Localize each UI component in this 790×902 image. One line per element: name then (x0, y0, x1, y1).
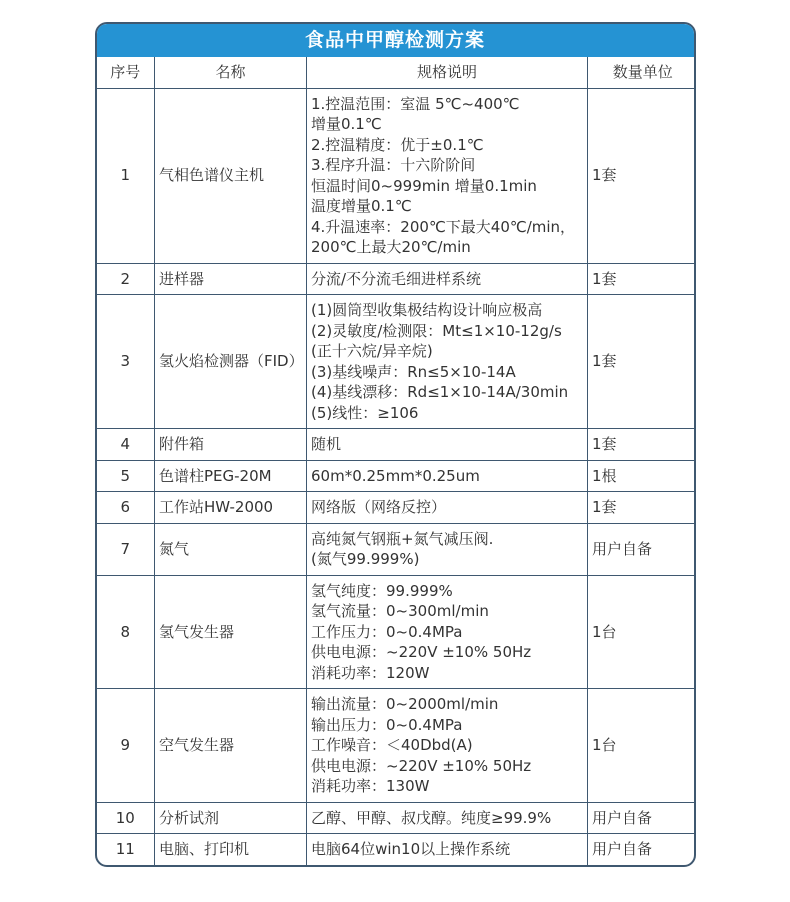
quantity-cell: 1套 (588, 263, 696, 295)
spec-line: 增量0.1℃ (311, 115, 382, 133)
quantity-cell: 1套 (588, 492, 696, 524)
item-name-cell: 空气发生器 (155, 689, 307, 803)
row-number-cell: 3 (97, 295, 155, 429)
spec-cell (307, 263, 588, 295)
quantity-cell: 1套 (588, 88, 696, 263)
item-name-cell: 气相色谱仪主机 (155, 88, 307, 263)
spec-cell (307, 834, 588, 865)
row-number-cell: 6 (97, 492, 155, 524)
spec-line: 消耗功率：120W (311, 663, 430, 682)
quantity-cell: 1套 (588, 295, 696, 429)
row-number-cell: 1 (97, 88, 155, 263)
spec-cell (307, 523, 588, 575)
row-number-cell: 4 (97, 429, 155, 461)
document-title: 食品中甲醇检测方案 (304, 29, 485, 51)
spec-line: 恒温时间0~999min 增量0.1min (311, 176, 537, 195)
spec-line: (3)基线噪声：Rn≤5×10-14A (311, 362, 516, 381)
spec-line: 供电电源：~220V ±10% 50Hz (311, 756, 532, 775)
column-header-spec: 规格说明 (307, 57, 588, 88)
item-name-cell: 色谱柱PEG-20M (155, 460, 307, 492)
spec-cell (307, 575, 588, 689)
header-row (97, 57, 696, 88)
column-header-qty: 数量单位 (588, 57, 696, 88)
column-header-name: 名称 (155, 57, 307, 88)
table-row (97, 834, 696, 865)
spec-line: 3.程序升温：十六阶阶间 (311, 156, 476, 174)
spec-cell (307, 429, 588, 461)
quantity-cell: 用户自备 (588, 834, 696, 865)
item-name-cell: 氢火焰检测器（FID） (155, 295, 307, 429)
item-name-cell: 氢气发生器 (155, 575, 307, 689)
row-number-cell: 9 (97, 689, 155, 803)
spec-line: 200℃上最大20℃/min (311, 238, 471, 256)
row-number-cell: 11 (97, 834, 155, 865)
item-name-cell: 工作站HW-2000 (155, 492, 307, 524)
item-name-cell: 氮气 (155, 523, 307, 575)
table-row (97, 429, 696, 461)
table-row (97, 88, 696, 263)
quantity-cell: 1台 (588, 689, 696, 803)
spec-cell (307, 689, 588, 803)
spec-cell (307, 492, 588, 524)
row-number-cell: 2 (97, 263, 155, 295)
spec-line: 4.升温速率：200℃下最大40℃/min， (311, 217, 576, 236)
spec-line: 输出压力：0~0.4MPa (311, 715, 463, 734)
spec-line: 60m*0.25mm*0.25um (311, 466, 480, 485)
table-row (97, 263, 696, 295)
spec-cell (307, 295, 588, 429)
table-row (97, 460, 696, 492)
spec-line: (2)灵敏度/检测限：Mt≤1×10-12g/s (311, 321, 562, 340)
item-name-cell: 电脑、打印机 (155, 834, 307, 865)
spec-line: 氢气纯度：99.999% (311, 581, 453, 600)
spec-line: 随机 (311, 435, 342, 453)
spec-cell (307, 802, 588, 834)
document-title-bar (97, 24, 694, 57)
item-name-cell: 进样器 (155, 263, 307, 295)
spec-line: 温度增量0.1℃ (311, 197, 412, 215)
spec-line: 消耗功率：130W (311, 777, 430, 795)
spec-line: 氢气流量：0~300ml/min (311, 602, 489, 620)
spec-line: 电脑64位win10以上操作系统 (311, 840, 511, 858)
spec-line: 供电电源：~220V ±10% 50Hz (311, 643, 532, 661)
quantity-cell: 用户自备 (588, 802, 696, 834)
spec-line: (正十六烷/异辛烷) (311, 342, 433, 360)
quantity-cell: 用户自备 (588, 523, 696, 575)
spec-line: 2.控温精度：优于±0.1℃ (311, 135, 484, 154)
spec-line: 1.控温范围：室温 5℃~400℃ (311, 94, 520, 113)
table-row (97, 689, 696, 803)
item-name-cell: 附件箱 (155, 429, 307, 461)
spec-line: 工作噪音：＜40Dbd(A) (311, 736, 473, 754)
spec-cell (307, 460, 588, 492)
row-number-cell: 10 (97, 802, 155, 834)
spec-line: 乙醇、甲醇、叔戊醇。纯度≥99.9% (311, 808, 552, 827)
table-row (97, 492, 696, 524)
quantity-cell: 1台 (588, 575, 696, 689)
spec-line: 工作压力：0~0.4MPa (311, 622, 463, 641)
item-name-cell: 分析试剂 (155, 802, 307, 834)
table-row (97, 802, 696, 834)
spec-line: 网络版（网络反控） (311, 498, 447, 516)
table-row (97, 575, 696, 689)
spec-line: (1)圆筒型收集极结构设计响应极高 (311, 301, 543, 319)
spec-cell (307, 88, 588, 263)
row-number-cell: 7 (97, 523, 155, 575)
spec-document (95, 22, 696, 867)
table-row (97, 295, 696, 429)
spec-line: (4)基线漂移：Rd≤1×10-14A/30min (311, 383, 569, 401)
table-row (97, 523, 696, 575)
row-number-cell: 8 (97, 575, 155, 689)
column-header-seq: 序号 (97, 57, 155, 88)
spec-line: 输出流量：0~2000ml/min (311, 695, 499, 713)
spec-line: (5)线性：≥106 (311, 403, 419, 422)
quantity-cell: 1套 (588, 429, 696, 461)
row-number-cell: 5 (97, 460, 155, 492)
spec-line: 分流/不分流毛细进样系统 (311, 269, 482, 288)
spec-line: (氮气99.999%) (311, 550, 420, 568)
spec-line: 高纯氮气钢瓶+氮气减压阀. (311, 529, 494, 548)
spec-table (97, 57, 696, 865)
quantity-cell: 1根 (588, 460, 696, 492)
